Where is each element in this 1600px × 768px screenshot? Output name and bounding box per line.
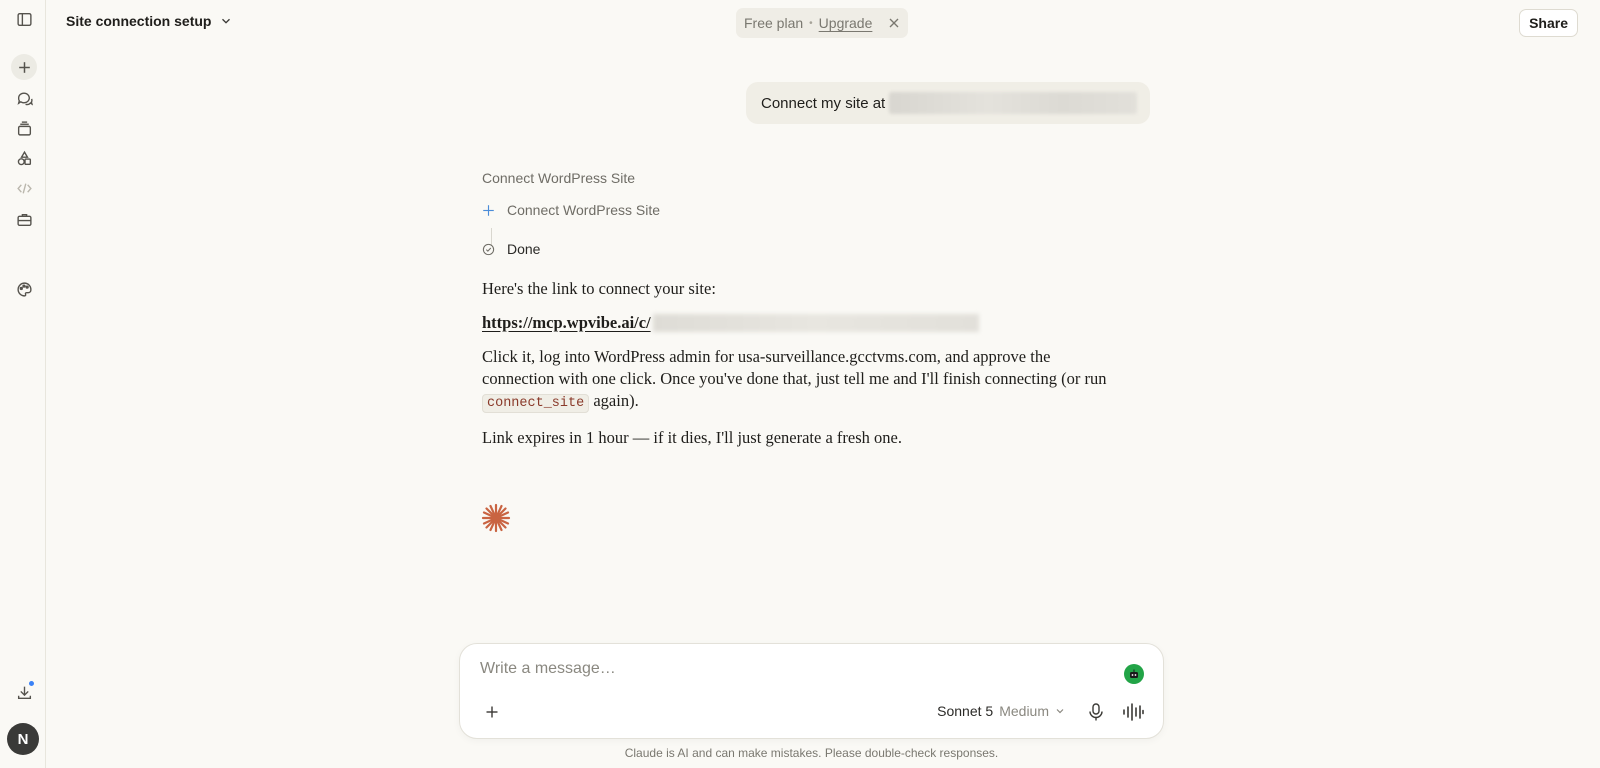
artifacts-icon — [16, 150, 33, 167]
reply-body-end: again). — [589, 391, 639, 410]
chevron-down-icon — [1055, 706, 1065, 716]
page-title: Site connection setup — [66, 13, 212, 29]
plan-separator: • — [809, 17, 813, 29]
reply-expiry: Link expires in 1 hour — if it dies, I'll just generate a fresh one. — [482, 428, 902, 447]
download-button[interactable] — [11, 679, 37, 705]
tool-done — [482, 241, 540, 257]
reply-intro: Here's the link to connect your site: — [482, 279, 716, 298]
inline-code: connect_site — [482, 394, 589, 413]
redacted-link-token — [653, 314, 979, 332]
tool-heading: Connect WordPress Site — [482, 170, 636, 186]
sidebar — [0, 0, 46, 768]
plus-icon — [16, 59, 33, 76]
tool-done-label: Done — [507, 241, 541, 257]
chat-icon — [16, 90, 33, 107]
tool-step — [482, 202, 660, 218]
chat-title-menu[interactable] — [66, 13, 233, 29]
briefcase-button[interactable] — [11, 206, 37, 232]
add-attachment-button[interactable] — [480, 700, 504, 724]
robot-icon[interactable] — [1124, 664, 1144, 684]
tool-step-label: Connect WordPress Site — [507, 202, 661, 218]
message-input[interactable] — [480, 660, 1080, 678]
plan-banner — [736, 8, 908, 38]
plus-icon — [484, 704, 500, 720]
user-message-text: Connect my site at — [761, 94, 886, 112]
code-icon — [16, 180, 33, 197]
customize-button[interactable] — [11, 276, 37, 302]
reply-link-row — [482, 312, 1122, 334]
reply-body — [482, 346, 1122, 415]
microphone-icon[interactable] — [1085, 701, 1107, 723]
redacted-url — [889, 92, 1137, 114]
projects-icon — [16, 120, 33, 137]
model-name: Sonnet 5 — [937, 703, 994, 719]
composer — [459, 643, 1164, 739]
plan-label: Free plan — [744, 15, 804, 31]
voice-mode-icon[interactable] — [1121, 701, 1145, 723]
artifacts-button[interactable] — [11, 145, 37, 171]
disclaimer: Claude is AI and can make mistakes. Please double-check responses. — [624, 746, 999, 760]
assistant-message — [482, 278, 1122, 461]
sidebar-toggle-icon[interactable] — [11, 6, 37, 32]
projects-button[interactable] — [11, 115, 37, 141]
connect-link[interactable]: https://mcp.wpvibe.ai/c/ — [482, 313, 651, 332]
check-circle-icon — [482, 243, 495, 256]
palette-icon — [16, 281, 33, 298]
share-button[interactable]: Share — [1519, 9, 1578, 37]
effort-level: Medium — [999, 703, 1049, 719]
code-button[interactable] — [11, 175, 37, 201]
chevron-down-icon — [219, 14, 233, 28]
notification-dot — [28, 680, 35, 687]
chats-button[interactable] — [11, 85, 37, 111]
reply-body-text: Click it, log into WordPress admin for usa-surveillance.gcctvms.com, and approve the connection with one click. Once you've done that, just tell me and I'll finish connecting (or run — [482, 347, 1107, 388]
avatar[interactable]: N — [7, 723, 39, 755]
claude-spark-icon — [481, 503, 511, 533]
model-selector[interactable] — [937, 703, 1065, 719]
upgrade-link[interactable]: Upgrade — [818, 15, 873, 31]
close-icon[interactable] — [888, 17, 900, 29]
tool-use-block[interactable] — [482, 170, 1142, 257]
sparkle-icon — [482, 204, 495, 217]
briefcase-icon — [16, 211, 33, 228]
user-message — [746, 82, 1150, 124]
new-chat-button[interactable] — [11, 54, 37, 80]
